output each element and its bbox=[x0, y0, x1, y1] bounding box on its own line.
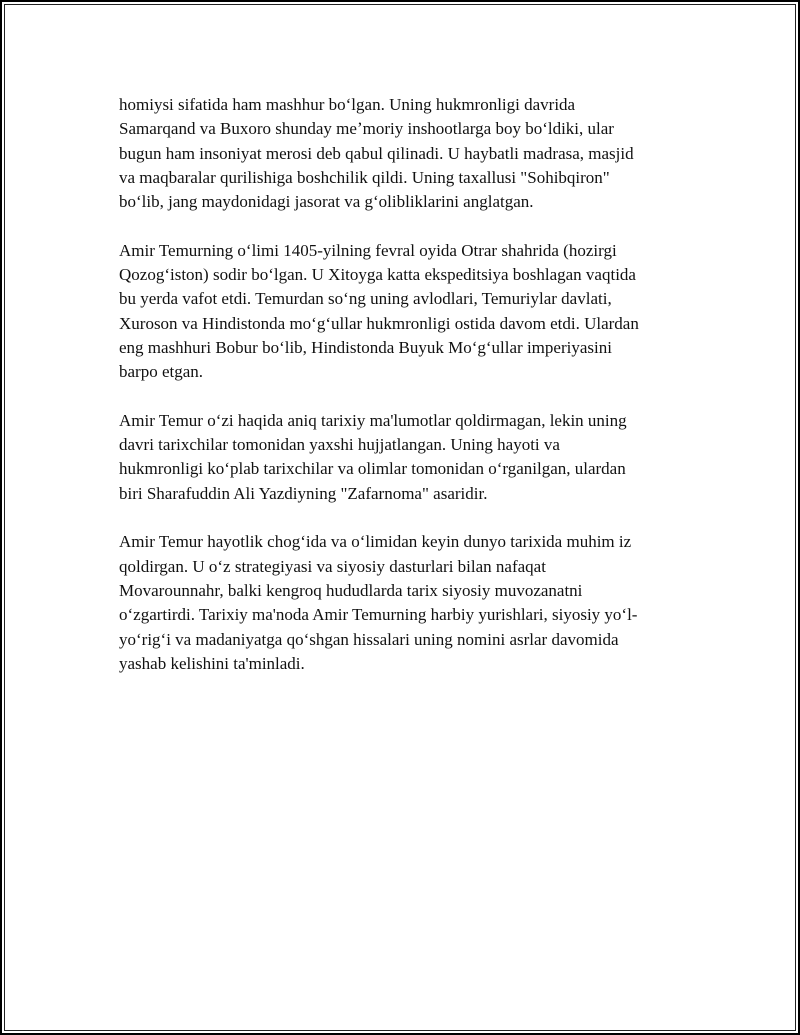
document-body bbox=[119, 93, 719, 700]
paragraph-4: Amir Temur hayotlik chogʻida va oʻlimidan keyin dunyo tarixida muhim iz qoldirgan. U oʻz strategiyasi va siyosiy dasturlari bilan nafaqat Movarounnahr, balki kengroq hududlarda tarix siyosiy muvozanatni oʻzgartirdi. Tarixiy ma'noda Amir Temurning harbiy yurishlari, siyosiy yoʻl- yoʻrigʻi va madaniyatga qoʻshgan hissalari uning nomini asrlar davomida yashab kelishini ta'minladi. bbox=[119, 532, 638, 673]
paragraph-3: Amir Temur oʻzi haqida aniq tarixiy ma'lumotlar qoldirmagan, lekin uning davri tarixchilar tomonidan yaxshi hujjatlangan. Uning hayoti va hukmronligi koʻplab tarixchilar va olimlar tomonidan oʻrganilgan, ulardan biri Sharafuddin Ali Yazdiyning "Zafarnoma" asaridir. bbox=[119, 410, 627, 503]
paragraph-2: Amir Temurning oʻlimi 1405-yilning fevral oyida Otrar shahrida (hozirgi Qozogʻiston) sodir boʻlgan. U Xitoyga katta ekspeditsiya boshlagan vaqtida bu yerda vafot etdi. Temurdan soʻng uning avlodlari, Temuriylar davlati, Xuroson va Hindistonda moʻgʻullar hukmronligi ostida davom etdi. Ulardan eng mashhuri Bobur boʻlib, Hindistonda Buyuk Moʻgʻullar imperiyasini barpo etgan. bbox=[119, 240, 639, 382]
paragraph-1: homiysi sifatida ham mashhur boʻlgan. Uning hukmronligi davrida Samarqand va Buxoro shunday meʼmoriy inshootlarga boy boʻldiki, ular bugun ham insoniyat merosi deb qabul qilinadi. U haybatli madrasa, masjid va maqbaralar qurilishiga boshchilik qildi. Uning taxallusi "Sohibqiron" boʻlib, jang maydonidagi jasorat va gʻolibliklarini anglatgan. bbox=[119, 95, 634, 212]
